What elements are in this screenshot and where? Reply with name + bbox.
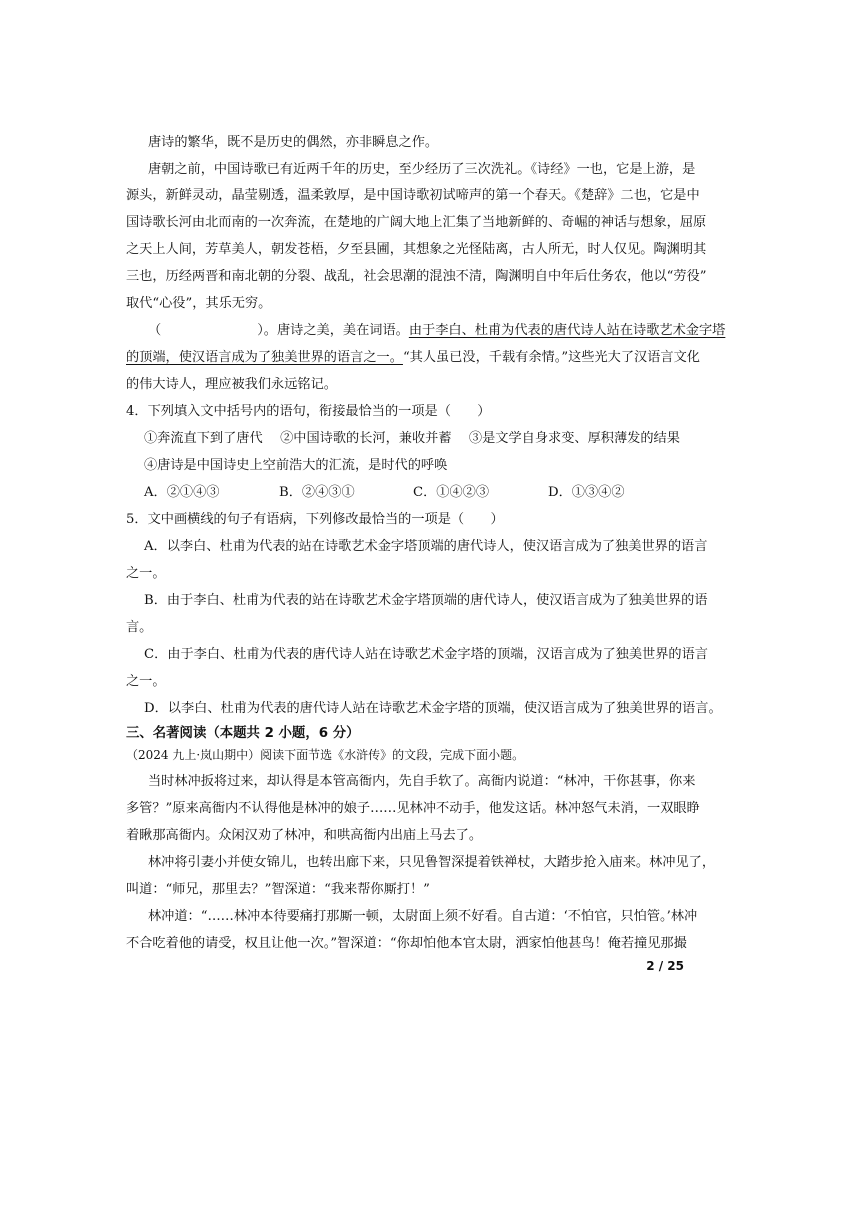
blank-paren-close: ）。唐诗之美，美在词语。 xyxy=(257,323,409,338)
passage-line: 三也，历经两晋和南北朝的分裂、战乱，社会思潮的混浊不清，陶渊明自中年后仕务农，他以“劳役” xyxy=(126,269,707,284)
excerpt-line: 林冲道：“……林冲本待要痛打那厮一顿，太尉面上须不好看。自古道：‘不怕官，只怕管。’林冲 xyxy=(148,909,698,924)
question-4-option-b[interactable]: B．②④③① xyxy=(279,485,355,500)
excerpt-line: 当时林冲扳将过来，却认得是本管高衙内，先自手软了。高衙内说道：“林冲，干你甚事，你来 xyxy=(148,774,696,789)
question-5-option-a-cont: 之一。 xyxy=(126,566,166,581)
passage-line: 之天上人间，芳草美人，朝发苍梧，夕至县圃，其想象之光怪陆离，古人所无，时人仅见。陶渊明其 xyxy=(126,242,707,257)
excerpt-line: 不合吃着他的请受，权且让他一次。”智深道：“你却怕他本官太尉，洒家怕他甚鸟！俺若撞见那撮 xyxy=(126,936,687,951)
question-4-items: ④唐诗是中国诗史上空前浩大的汇流，是时代的呼唤 xyxy=(144,458,448,473)
excerpt-line: 着瞅那高衙内。众闲汉劝了林冲，和哄高衙内出庙上马去了。 xyxy=(126,828,483,843)
passage-line: 的伟大诗人，理应被我们永远铭记。 xyxy=(126,377,337,392)
underlined-sentence: 的顶端，使汉语言成为了独美世界的语言之一。 xyxy=(126,350,403,365)
question-4-option-d[interactable]: D．①③④② xyxy=(548,485,625,500)
excerpt-line: 林冲将引妻小并使女锦儿，也转出廊下来，只见鲁智深提着铁禅杖，大踏步抢入庙来。林冲见了， xyxy=(148,855,716,870)
section-heading: 三、名著阅读（本题共 2 小题，6 分） xyxy=(126,726,360,741)
question-4-option-c[interactable]: C．①④②③ xyxy=(413,485,490,500)
section-source-note: （2024 九上·岚山期中）阅读下面节选《水浒传》的文段，完成下面小题。 xyxy=(126,748,525,762)
blank-paren-open: （ xyxy=(148,323,162,338)
passage-line: 源头，新鲜灵动，晶莹剔透，温柔敦厚，是中国诗歌初试啼声的第一个春天。《楚辞》二也，它是中 xyxy=(126,188,700,203)
question-4-option-a[interactable]: A．②①④③ xyxy=(144,485,220,500)
question-5-option-b-cont: 言。 xyxy=(126,620,153,635)
excerpt-line: 多管？”原来高衙内不认得他是林冲的娘子……见林冲不动手，他发这话。林冲怒气未消，一双眼睁 xyxy=(126,801,700,816)
question-5-option-a[interactable]: A．以李白、杜甫为代表的站在诗歌艺术金字塔顶端的唐代诗人，使汉语言成为了独美世界的语言 xyxy=(144,539,708,554)
question-4-items: ①奔流直下到了唐代 ②中国诗歌的长河，兼收并蓄 ③是文学自身求变、厚积薄发的结果 xyxy=(144,431,680,446)
passage-line xyxy=(126,344,700,371)
passage-line-rest: “其人虽已没，千载有余情。”这些光大了汉语言文化 xyxy=(402,350,700,365)
question-5-option-c[interactable]: C．由于李白、杜甫为代表的唐代诗人站在诗歌艺术金字塔的顶端，汉语言成为了独美世界的语言 xyxy=(144,647,708,662)
passage-line: 唐朝之前，中国诗歌已有近两千年的历史，至少经历了三次洗礼。《诗经》一也，它是上游，是 xyxy=(148,162,696,177)
question-5-option-d[interactable]: D．以李白、杜甫为代表的唐代诗人站在诗歌艺术金字塔的顶端，使汉语言成为了独美世界的语言。 xyxy=(144,701,722,716)
passage-blank-line xyxy=(148,317,725,344)
passage-line: 国诗歌长河由北而南的一次奔流，在楚地的广阔大地上汇集了当地新鲜的、奇崛的神话与想象，屈原 xyxy=(126,215,707,230)
passage-line: 取代“心役”，其乐无穷。 xyxy=(126,296,272,311)
question-5-option-b[interactable]: B．由于李白、杜甫为代表的站在诗歌艺术金字塔顶端的唐代诗人，使汉语言成为了独美世界的语 xyxy=(144,593,708,608)
underlined-sentence: 由于李白、杜甫为代表的唐代诗人站在诗歌艺术金字塔 xyxy=(408,323,726,338)
question-5-option-c-cont: 之一。 xyxy=(126,674,166,689)
page-number: 2 / 25 xyxy=(646,959,684,973)
passage-line: 唐诗的繁华，既不是历史的偶然，亦非瞬息之作。 xyxy=(148,135,439,150)
excerpt-line: 叫道：“师兄，那里去？”智深道：“我来帮你厮打！” xyxy=(126,882,430,897)
question-4-stem: 4．下列填入文中括号内的语句，衔接最恰当的一项是（ ） xyxy=(126,404,491,419)
question-5-stem: 5．文中画横线的句子有语病，下列修改最恰当的一项是（ ） xyxy=(126,512,504,527)
